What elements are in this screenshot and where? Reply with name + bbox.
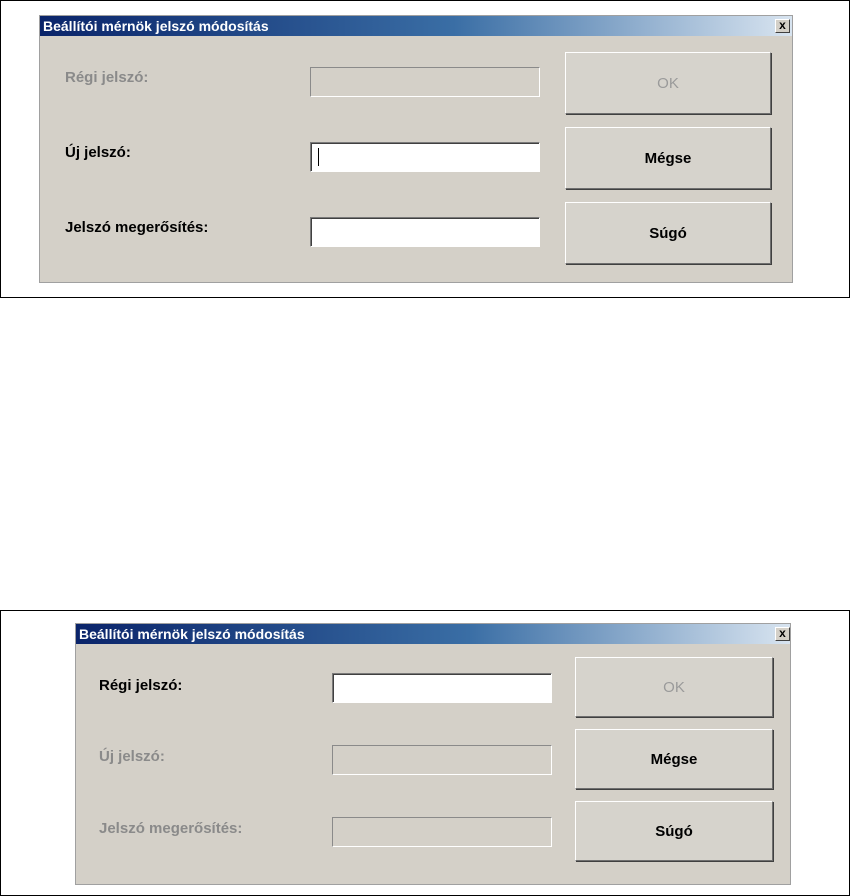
close-icon: x [779,18,786,32]
confirm-password-input[interactable] [310,217,540,247]
dialog-title: Beállítói mérnök jelszó módosítás [79,626,305,642]
cancel-button[interactable]: Mégse [565,127,771,189]
old-password-label: Régi jelszó: [99,677,183,694]
confirm-password-label: Jelszó megerősítés: [99,820,243,837]
confirm-password-input [332,817,552,847]
text-caret [318,148,319,166]
dialog-title-bar[interactable] [76,624,790,644]
password-dialog-1 [39,15,793,283]
ok-button[interactable]: OK [575,657,773,717]
new-password-input[interactable] [310,142,540,172]
help-button[interactable]: Súgó [575,801,773,861]
dialog-title: Beállítói mérnök jelszó módosítás [43,18,269,34]
close-icon: x [779,626,786,640]
cancel-button[interactable]: Mégse [575,729,773,789]
ok-button[interactable]: OK [565,52,771,114]
old-password-input[interactable] [332,673,552,703]
old-password-label: Régi jelszó: [65,69,149,86]
help-button[interactable]: Súgó [565,202,771,264]
screenshot-frame-1 [0,0,850,298]
new-password-label: Új jelszó: [65,144,131,161]
new-password-input [332,745,552,775]
old-password-input [310,67,540,97]
new-password-label: Új jelszó: [99,748,165,765]
confirm-password-label: Jelszó megerősítés: [65,219,209,236]
screenshot-frame-2 [0,610,850,896]
password-dialog-2 [75,623,791,885]
close-button[interactable] [775,627,790,641]
dialog-title-bar[interactable] [40,16,792,36]
close-button[interactable] [775,19,790,33]
